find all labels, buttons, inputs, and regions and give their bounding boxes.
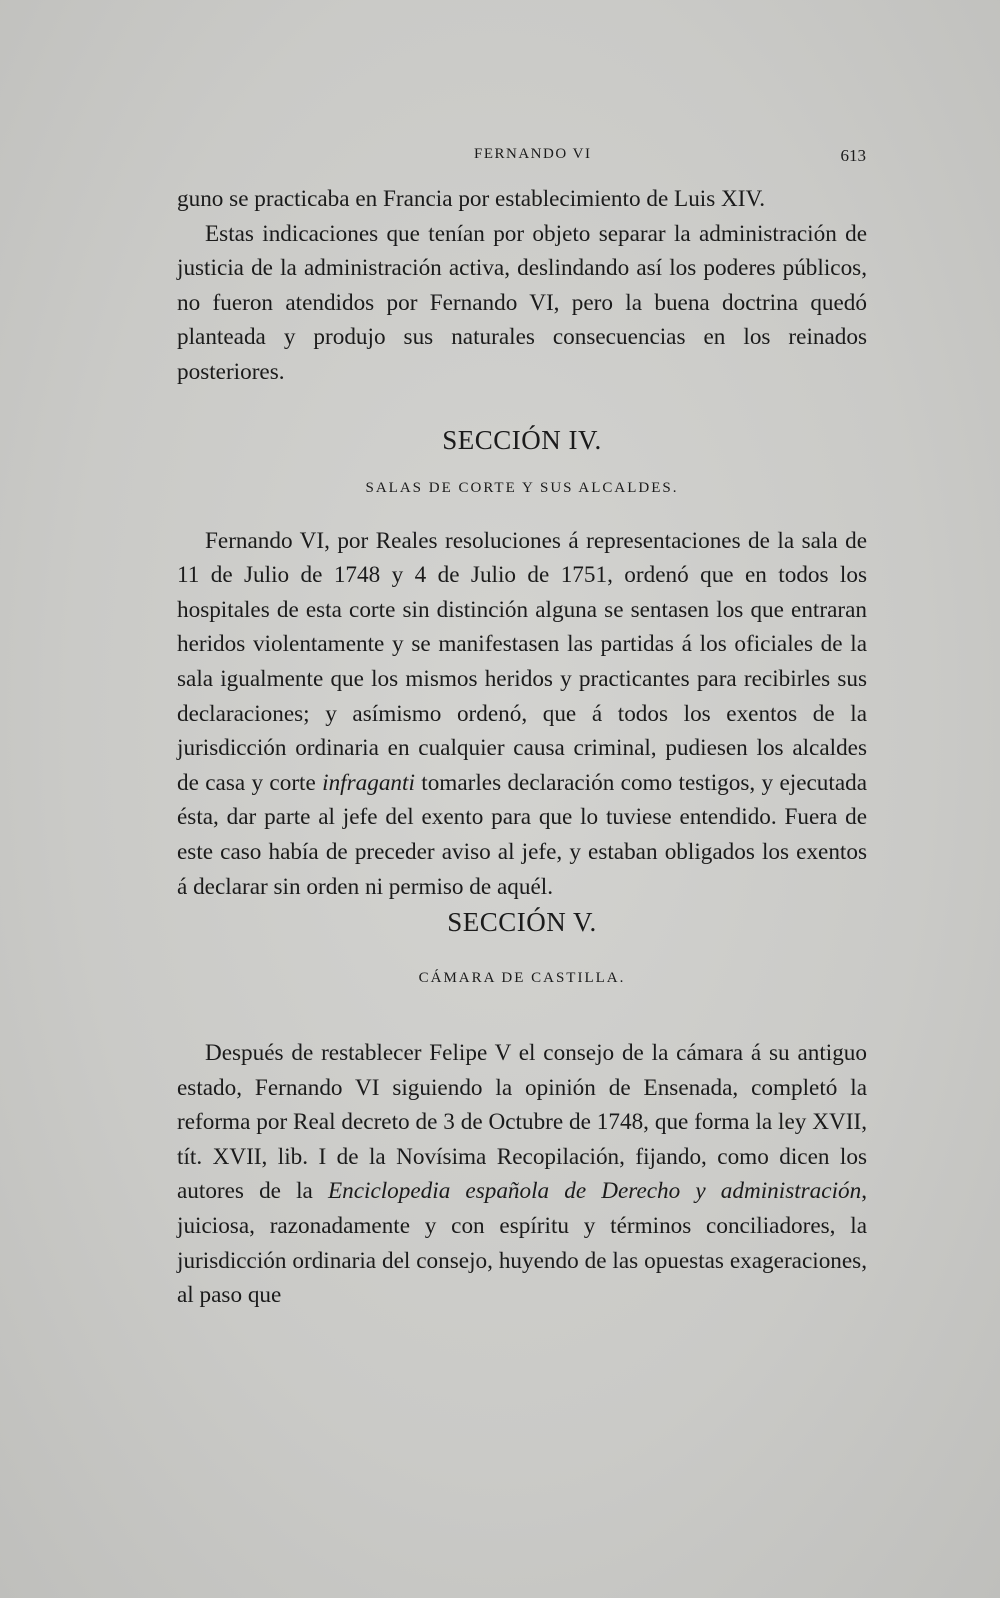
section-iv: [177, 422, 867, 498]
body-text: [177, 182, 867, 1313]
section-v: [177, 904, 867, 988]
section-subheading: SALAS DE CORTE Y SUS ALCALDES.: [365, 479, 679, 496]
page-number: 613: [840, 146, 866, 165]
section-heading: SECCIÓN IV.: [442, 424, 602, 455]
paragraph-administration: Estas indicaciones que tenían por objeto separar la administración de justicia de la administración activa, deslindando así los poderes públicos, no fueron atendidos por Fernando VI, pero la buena doctrina quedó planteada y produjo sus naturales consecuencias en los reinados posteriores.: [177, 220, 867, 385]
paragraph-text: , juiciosa, razonadamente y con espíritu y términos conciliadores, la jurisdicción ordinaria del consejo, huyendo de las opuestas exageraciones, al paso que: [177, 1178, 867, 1309]
section-heading: SECCIÓN V.: [447, 907, 597, 938]
paragraph-text: Después de restablecer Felipe V el consejo de la cámara á su antiguo estado, Fernando VI siguiendo la opinión de Ensenada, completó la reforma por Real decreto de 3 de Octubre de 1748, que forma la ley XVII, tít. XVII, lib. I de la Novísima Recopilación, fijando, como dicen los autores de la: [177, 1040, 867, 1205]
italic-title: Enciclopedia española de Derecho y administración: [327, 1178, 862, 1205]
running-title: FERNANDO VI: [474, 146, 592, 162]
italic-term: infraganti: [322, 769, 415, 796]
paragraph-salas: [177, 524, 867, 905]
paragraph-camara: [177, 1036, 867, 1313]
paragraph-continuation: guno se practicaba en Francia por establecimiento de Luis XIV.: [177, 186, 766, 212]
paragraph-text: tomarles declaración como testigos, y ejecutada ésta, dar parte al jefe del exento para que lo tuviese entendido. Fuera de este caso había de preceder aviso al jefe, y estaban obligados los exentos á declarar sin orden ni permiso de aquél.: [177, 769, 867, 900]
section-subheading: CÁMARA DE CASTILLA.: [418, 970, 626, 987]
running-head: [178, 146, 866, 168]
paragraph-text: Fernando VI, por Reales resoluciones á representaciones de la sala de 11 de Julio de 1748 y 4 de Julio de 1751, ordenó que en todos los hospitales de esta corte sin distinción alguna se sentasen los que entraran heridos violentamente y se manifestasen las partidas á los oficiales de la sala igualmente que los mismos heridos y practicantes para recibirles sus declaraciones; y asímismo ordenó, que á todos los exentos de la jurisdicción ordinaria en cualquier causa criminal, pudiesen los alcaldes de casa y corte: [177, 527, 867, 796]
